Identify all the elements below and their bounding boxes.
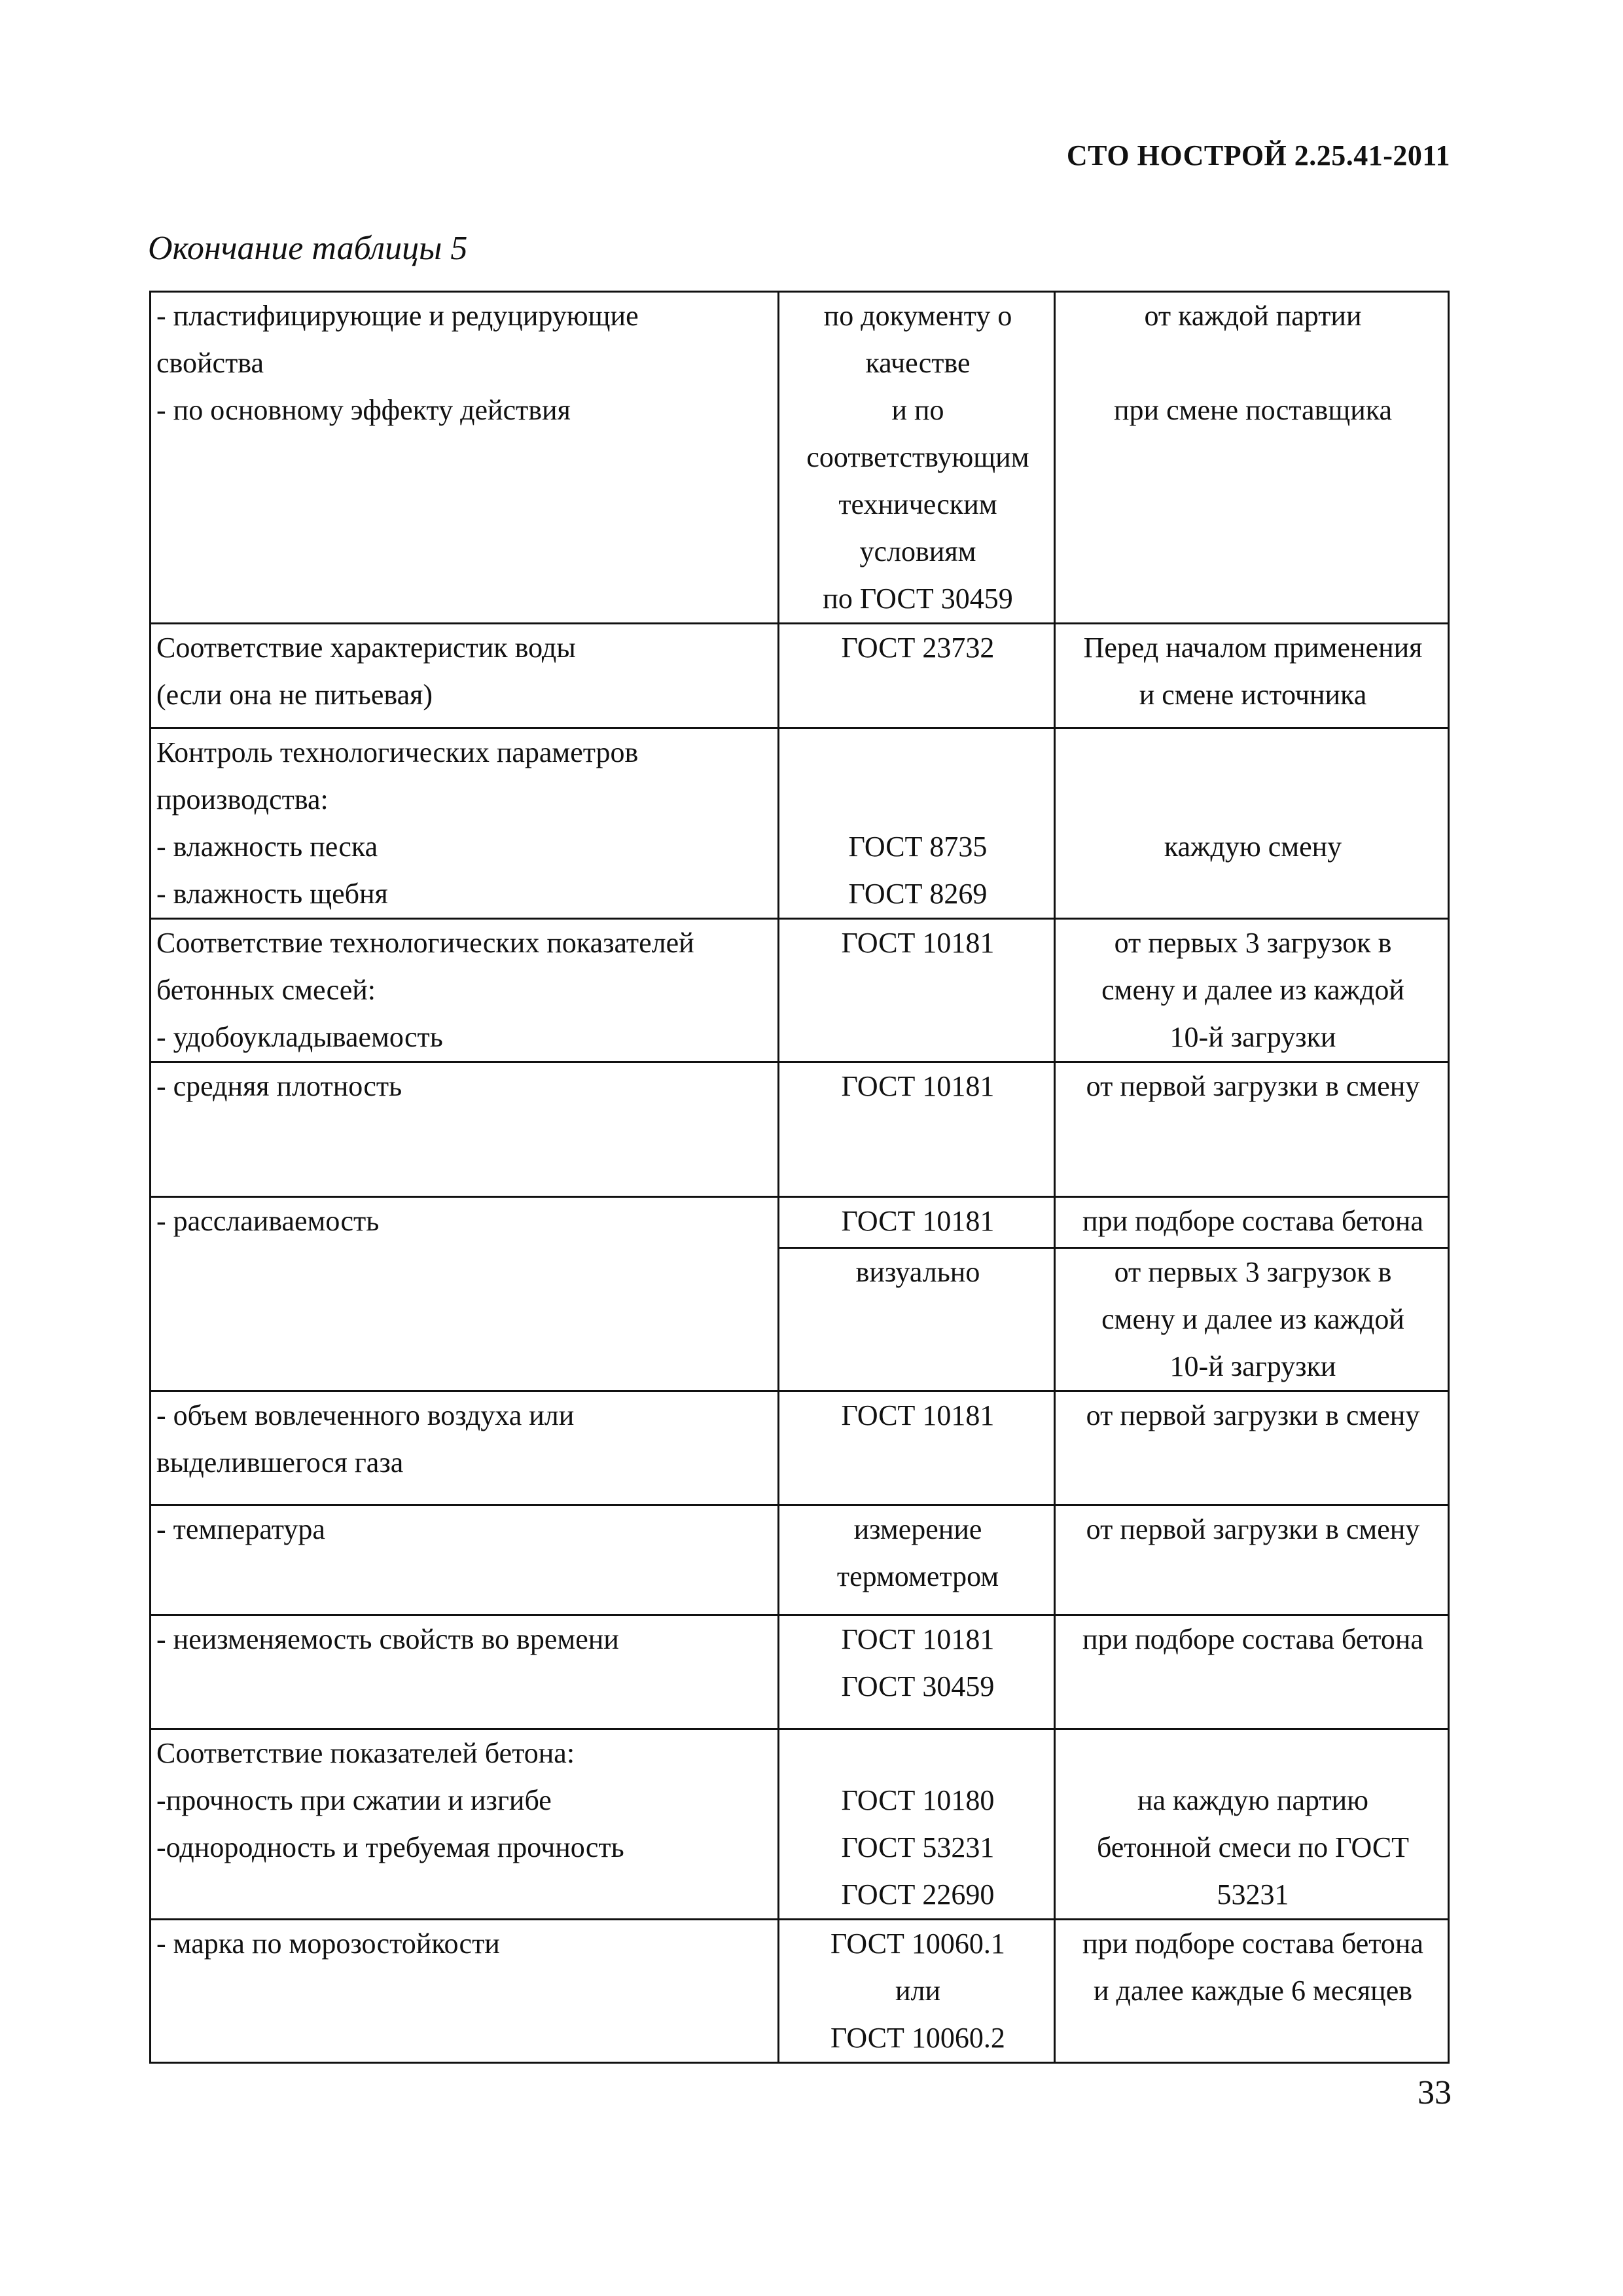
table-cell — [779, 1729, 1055, 1920]
cell-line: соответствующим — [806, 441, 1029, 473]
table-row — [151, 919, 1449, 1062]
cell-line: - средняя плотность — [156, 1070, 402, 1102]
cell-line: техническим — [838, 488, 997, 520]
cell-line: - объем вовлеченного воздуха или — [156, 1399, 575, 1431]
cell-line — [785, 1730, 1051, 1777]
cell-line: свойства — [156, 347, 264, 379]
page-number: 33 — [1418, 2074, 1452, 2111]
table-cell — [1055, 1920, 1449, 2063]
table-cell — [151, 1920, 779, 2063]
cell-line: - пластифицирующие и редуцирующие — [156, 300, 639, 332]
cell-line: измерение — [853, 1513, 982, 1545]
cell-line: и по — [891, 394, 944, 426]
table-cell — [151, 292, 779, 624]
cell-line: ГОСТ 22690 — [841, 1878, 995, 1910]
table-cell — [1055, 728, 1449, 919]
table-row — [151, 728, 1449, 919]
cell-line: -однородность и требуемая прочность — [156, 1831, 624, 1863]
cell-line: от первой загрузки в смену — [1086, 1399, 1420, 1431]
table-cell — [1055, 624, 1449, 728]
cell-line — [1061, 776, 1445, 823]
cell-line: и далее каждые 6 месяцев — [1093, 1975, 1413, 2007]
cell-line: Контроль технологических параметров — [156, 736, 639, 768]
table-cell — [1055, 1505, 1449, 1615]
cell-line: от первой загрузки в смену — [1086, 1070, 1420, 1102]
cell-line: 10-й загрузки — [1169, 1350, 1336, 1382]
table-cell — [779, 292, 1055, 624]
cell-line: Соответствие показателей бетона: — [156, 1737, 575, 1769]
table-cell — [151, 624, 779, 728]
cell-line: Соответствие характеристик воды — [156, 632, 576, 664]
controls-table — [149, 291, 1450, 2064]
cell-line: ГОСТ 30459 — [841, 1670, 995, 1702]
table-cell — [779, 1248, 1055, 1391]
cell-line: термометром — [836, 1560, 999, 1592]
cell-line: 10-й загрузки — [1169, 1021, 1336, 1053]
cell-line: бетонной смеси по ГОСТ — [1096, 1831, 1410, 1863]
cell-line: от каждой партии — [1144, 300, 1362, 332]
table-cell — [1055, 1615, 1449, 1729]
table-cell — [779, 728, 1055, 919]
cell-line: - марка по морозостойкости — [156, 1928, 500, 1960]
table-cell — [151, 1615, 779, 1729]
cell-line: или — [895, 1975, 941, 2007]
table-cell — [1055, 1062, 1449, 1197]
table-row — [151, 1062, 1449, 1197]
cell-line: ГОСТ 10181 — [841, 927, 995, 959]
cell-line — [1061, 340, 1445, 387]
cell-line: - неизменяемость свойств во времени — [156, 1623, 619, 1655]
cell-line: ГОСТ 10181 — [841, 1399, 995, 1431]
cell-line: -прочность при сжатии и изгибе — [156, 1784, 552, 1816]
cell-line: производства: — [156, 783, 329, 816]
table-row — [151, 1615, 1449, 1729]
table-cell — [1055, 292, 1449, 624]
table-cell — [151, 1062, 779, 1197]
table-cell — [779, 624, 1055, 728]
table-cell — [151, 1391, 779, 1505]
cell-line: условиям — [859, 535, 976, 567]
cell-line: ГОСТ 53231 — [841, 1831, 995, 1863]
table-cell — [779, 1391, 1055, 1505]
table-cell — [779, 919, 1055, 1062]
document-code: СТО НОСТРОЙ 2.25.41-2011 — [1066, 139, 1450, 171]
table-cell — [1055, 919, 1449, 1062]
cell-line: по ГОСТ 30459 — [823, 583, 1013, 615]
table-row — [151, 1505, 1449, 1615]
cell-line: - влажность щебня — [156, 878, 388, 910]
cell-line: смену и далее из каждой — [1101, 974, 1404, 1006]
cell-line: - температура — [156, 1513, 325, 1545]
table-cell — [779, 1197, 1055, 1248]
cell-line: ГОСТ 23732 — [841, 632, 995, 664]
cell-line: Соответствие технологических показателей — [156, 927, 694, 959]
table-cell — [1055, 1248, 1449, 1391]
table-cell — [779, 1505, 1055, 1615]
cell-line: по документу о — [823, 300, 1012, 332]
cell-line: - по основному эффекту действия — [156, 394, 571, 426]
cell-line: при подборе состава бетона — [1082, 1928, 1423, 1960]
table-cell — [151, 1505, 779, 1615]
table-cell — [151, 728, 779, 919]
table-cell — [151, 1729, 779, 1920]
cell-line: при подборе состава бетона — [1082, 1623, 1423, 1655]
cell-line: смену и далее из каждой — [1101, 1303, 1404, 1335]
table-cell — [779, 1615, 1055, 1729]
cell-line: - влажность песка — [156, 831, 378, 863]
cell-line: ГОСТ 10180 — [841, 1784, 995, 1816]
cell-line — [1061, 729, 1445, 776]
cell-line: - расслаиваемость — [156, 1205, 380, 1237]
table-row — [151, 1391, 1449, 1505]
table-row — [151, 1729, 1449, 1920]
table-cell — [1055, 1729, 1449, 1920]
table-row — [151, 1197, 1449, 1248]
table-cell — [1055, 1391, 1449, 1505]
cell-line: 53231 — [1217, 1878, 1289, 1910]
cell-line: (если она не питьевая) — [156, 679, 433, 711]
cell-line: от первых 3 загрузок в — [1114, 1256, 1392, 1288]
cell-line: визуально — [855, 1256, 980, 1288]
cell-line: ГОСТ 10060.1 — [830, 1928, 1005, 1960]
cell-line: ГОСТ 8735 — [848, 831, 988, 863]
table-row — [151, 1920, 1449, 2063]
cell-line: и смене источника — [1139, 679, 1367, 711]
cell-line: качестве — [865, 347, 971, 379]
cell-line — [1061, 1730, 1445, 1777]
cell-line: ГОСТ 10181 — [841, 1623, 995, 1655]
cell-line: ГОСТ 10181 — [841, 1205, 995, 1237]
cell-line: каждую смену — [1164, 831, 1342, 863]
cell-line: ГОСТ 10060.2 — [830, 2022, 1005, 2054]
cell-line: - удобоукладываемость — [156, 1021, 443, 1053]
cell-line: на каждую партию — [1137, 1784, 1369, 1816]
cell-line: при смене поставщика — [1114, 394, 1392, 426]
cell-line: выделившегося газа — [156, 1446, 404, 1479]
cell-line — [785, 776, 1051, 823]
cell-line: ГОСТ 10181 — [841, 1070, 995, 1102]
cell-line: ГОСТ 8269 — [848, 878, 988, 910]
cell-line: бетонных смесей: — [156, 974, 376, 1006]
table-row — [151, 292, 1449, 624]
table-cell — [151, 919, 779, 1062]
table-cell — [151, 1197, 779, 1391]
cell-line — [785, 729, 1051, 776]
cell-line: при подборе состава бетона — [1082, 1205, 1423, 1237]
cell-line: от первой загрузки в смену — [1086, 1513, 1420, 1545]
table-cell — [779, 1920, 1055, 2063]
table-cell — [1055, 1197, 1449, 1248]
table-row — [151, 624, 1449, 728]
cell-line: от первых 3 загрузок в — [1114, 927, 1392, 959]
table-cell — [779, 1062, 1055, 1197]
table-caption: Окончание таблицы 5 — [148, 230, 468, 267]
cell-line: Перед началом применения — [1083, 632, 1423, 664]
